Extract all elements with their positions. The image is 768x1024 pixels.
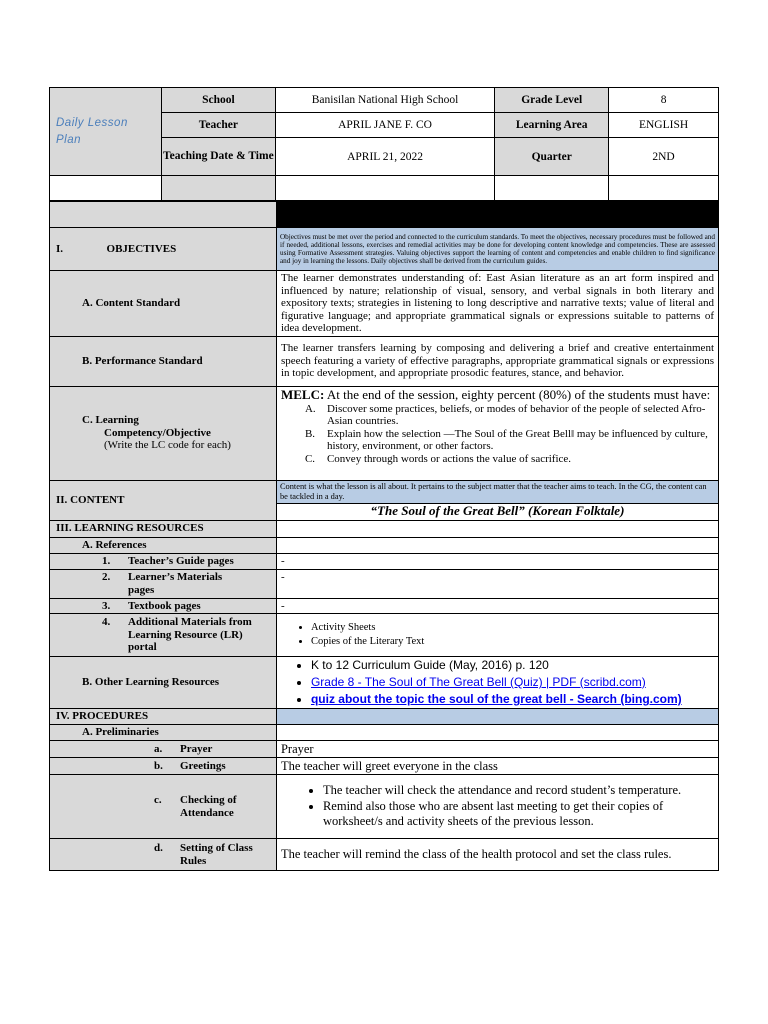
other-resources-label: B. Other Learning Resources: [50, 657, 277, 709]
melc-item-letter: A.: [304, 402, 316, 415]
blank-cell: [50, 176, 162, 201]
melc-item: [281, 453, 714, 466]
blank-cell: [161, 176, 275, 201]
blank-cell: [609, 176, 719, 201]
procedures-heading: IV. PROCEDURES: [50, 709, 277, 725]
additional-materials-label: [50, 614, 277, 657]
content-standard-text: The learner demonstrates understanding of: East Asian literature as an art form inspired and influenced by nature; relationship of visual, sensory, and verbal signals in both literary and expository texts; strategies in listening to long descriptive and narrative texts; value of literal and figurative language; and appropriate grammatical signals or expressions suitable to patterns of idea development.: [276, 271, 718, 337]
objectives-heading: [50, 228, 277, 271]
objectives-title: OBJECTIVES: [106, 242, 177, 255]
blank-cell: [276, 725, 718, 741]
list-item[interactable]: [311, 674, 714, 691]
blank-cell: [495, 176, 609, 201]
melc-title: MELC:: [280, 386, 325, 402]
list-item: • Activity Sheets: [311, 621, 714, 635]
teachers-guide-label: [50, 553, 277, 569]
blank-cell: [275, 176, 495, 201]
performance-standard-text: The learner transfers learning by composing and delivering a brief and creative entertainment speech featuring a variety of effective paragraphs, appropriate grammatical signals or expressions in topic development, and appropriate prosodic features, stance, and behavior.: [276, 336, 718, 386]
item-label: Learner’s Materials pages: [128, 571, 223, 596]
learning-area-value: ENGLISH: [609, 113, 719, 138]
scribd-link[interactable]: Grade 8 - The Soul of The Great Bell (Quiz) | PDF (scribd.com): [310, 675, 646, 689]
melc-item: [281, 428, 714, 453]
class-rules-text: The teacher will remind the class of the health protocol and set the class rules.: [276, 839, 718, 871]
objectives-note: Objectives must be met over the period and connected to the curriculum standards. To meet the objectives, necessary procedures must be followed and if needed, additional lessons, exercises and remedial activities may be done for developing content knowledge and competencies. These are assessed using Formative Assessment strategies. Valuing objectives support the learning of content and competencies and enable children to find significance and joy in learning the lessons. Daily objectives shall be derived from the curriculum guides.: [276, 228, 718, 271]
item-number: 3.: [102, 599, 111, 612]
header-table: [49, 87, 719, 201]
other-resources-value: [276, 657, 718, 709]
item-label: Textbook pages: [128, 599, 201, 612]
learners-materials-value: -: [276, 569, 718, 598]
step-label: Greetings: [180, 759, 226, 772]
competency-label-line3: (Write the LC code for each): [104, 439, 231, 452]
attendance-label: [50, 775, 277, 839]
class-rules-label: [50, 839, 277, 871]
item-label: Teacher’s Guide pages: [128, 554, 234, 567]
step-label: Setting of Class Rules: [180, 842, 253, 867]
bing-link[interactable]: quiz about the topic the soul of the great bell - Search (bing.com): [310, 692, 682, 706]
performance-standard-label: B. Performance Standard: [50, 336, 277, 386]
item-number: 4.: [102, 616, 111, 629]
prayer-label: [50, 741, 277, 758]
content-title: CONTENT: [70, 493, 125, 506]
prayer-text: Prayer: [276, 741, 718, 758]
quarter-value: 2ND: [609, 138, 719, 176]
greetings-label: [50, 758, 277, 775]
black-header-bar: [276, 202, 718, 228]
section-header-blank: [50, 202, 277, 228]
content-standard-label: A. Content Standard: [50, 271, 277, 337]
item-number: 1.: [102, 554, 111, 567]
preliminaries-label: A. Preliminaries: [50, 725, 277, 741]
list-item: • K to 12 Curriculum Guide (May, 2016) p. 120: [311, 657, 714, 674]
list-item: • The teacher will check the attendance and record student’s temperature.: [323, 783, 714, 799]
list-item[interactable]: [311, 691, 714, 708]
blank-cell: [276, 537, 718, 553]
teachers-guide-value: -: [276, 553, 718, 569]
content-number: II.: [56, 493, 68, 506]
school-value: Banisilan National High School: [275, 88, 495, 113]
step-letter: b.: [154, 759, 163, 772]
step-letter: a.: [154, 742, 163, 755]
melc-item-text: Convey through words or actions the value of sacrifice.: [326, 452, 572, 465]
lesson-plan-table: [49, 201, 719, 871]
objectives-number: I.: [56, 242, 64, 255]
teaching-date-value: APRIL 21, 2022: [275, 138, 495, 176]
textbook-value: -: [276, 598, 718, 614]
step-letter: d.: [154, 842, 163, 854]
melc-item-letter: C.: [304, 452, 316, 465]
grade-level-label: Grade Level: [495, 88, 609, 113]
lesson-title: “The Soul of the Great Bell” (Korean Folktale): [276, 503, 718, 520]
competency-label-line2: Competency/Objective: [104, 426, 211, 439]
step-letter: c.: [154, 794, 162, 806]
teacher-label: Teacher: [161, 113, 275, 138]
competency-label: [50, 386, 277, 480]
melc-item-letter: B.: [304, 427, 316, 440]
competency-label-line1: C. Learning: [82, 414, 139, 427]
step-label: Prayer: [180, 742, 213, 755]
grade-level-value: 8: [609, 88, 719, 113]
school-label: School: [161, 88, 275, 113]
textbook-label: [50, 598, 277, 614]
additional-materials-value: [276, 614, 718, 657]
teacher-value: APRIL JANE F. CO: [275, 113, 495, 138]
melc-intro: At the end of the session, eighty percent (80%) of the students must have:: [324, 386, 711, 402]
content-heading: [50, 480, 277, 520]
quarter-label: Quarter: [495, 138, 609, 176]
item-label: Additional Materials from Learning Resource (LR) portal: [128, 616, 252, 654]
melc-item-text: Explain how the selection —The Soul of the Great Bell‖ may be influenced by culture, history, environment, or other factors.: [326, 427, 708, 452]
melc-cell: [276, 386, 718, 480]
step-label: Checking of Attendance: [180, 794, 237, 819]
greetings-text: The teacher will greet everyone in the class: [276, 758, 718, 775]
content-note: Content is what the lesson is all about. It pertains to the subject matter that the teacher aims to teach. In the CG, the content can be tackled in a day.: [276, 480, 718, 503]
item-number: 2.: [102, 571, 111, 583]
melc-item-text: Discover some practices, beliefs, or modes of behavior of the people of selected Afro-Asian countries.: [326, 402, 706, 427]
learners-materials-label: [50, 569, 277, 598]
blank-cell: [276, 709, 718, 725]
dlp-title: [50, 88, 162, 176]
dlp-title-text: Daily Lesson Plan: [56, 116, 128, 146]
teaching-date-label: Teaching Date & Time: [161, 138, 275, 176]
blank-cell: [276, 520, 718, 537]
learning-area-label: Learning Area: [495, 113, 609, 138]
attendance-text: [276, 775, 718, 839]
list-item: • Remind also those who are absent last meeting to get their copies of worksheet/s and activity sheets of the previous lesson.: [323, 799, 714, 830]
list-item: • Copies of the Literary Text: [311, 635, 714, 649]
learning-resources-heading: III. LEARNING RESOURCES: [50, 520, 277, 537]
melc-item: [281, 403, 714, 428]
references-label: A. References: [50, 537, 277, 553]
